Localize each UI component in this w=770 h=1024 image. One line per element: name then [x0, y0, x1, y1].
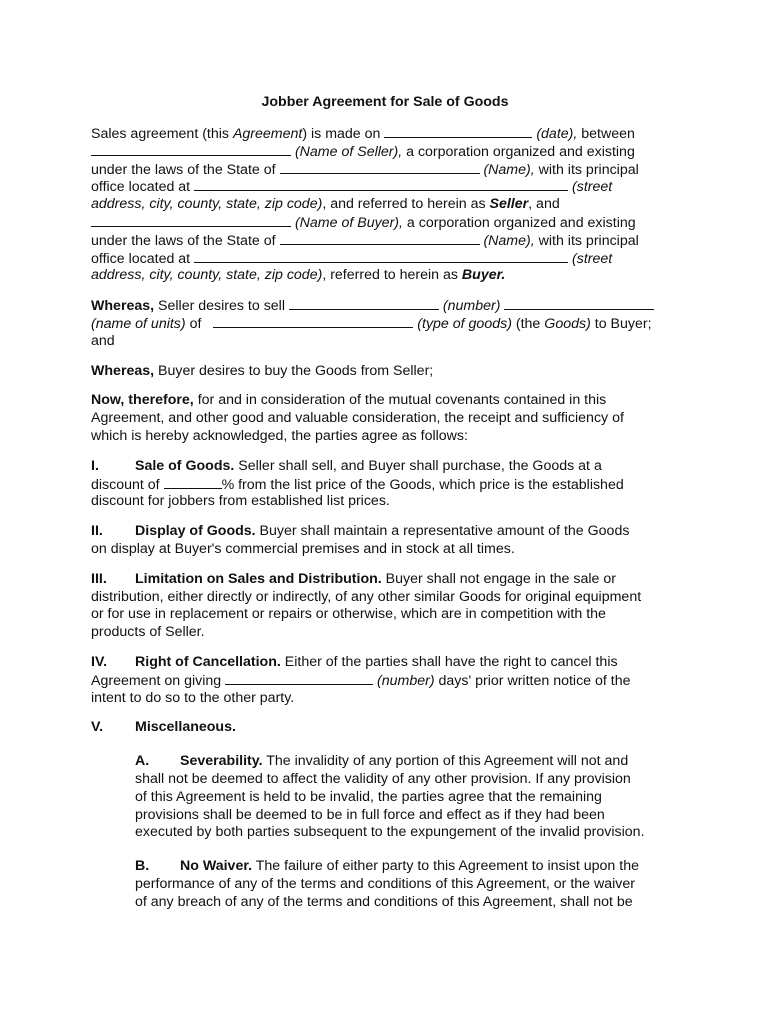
- now-therefore-heading: Now, therefore,: [91, 392, 194, 409]
- subsection-text: of any breach of any of the terms and conditions of this Agreement, shall not be: [135, 893, 633, 910]
- type-of-goods-blank[interactable]: [213, 314, 413, 328]
- subsection-heading: No Waiver.: [180, 858, 253, 875]
- subsection-text: The failure of either party to this Agreement to insist upon the: [252, 858, 639, 875]
- section-number: II.: [91, 523, 103, 540]
- intro-paragraph: [91, 124, 681, 284]
- subsection-text: provisions shall be deemed to be in full force and effect as if they had been: [135, 806, 605, 823]
- intro-text: office located at: [91, 250, 195, 267]
- intro-text: , and: [528, 196, 560, 213]
- subsection-no-waiver: [135, 857, 681, 910]
- seller-address-blank[interactable]: [194, 177, 568, 191]
- buyer-address-blank[interactable]: [194, 249, 568, 263]
- section-text: Seller shall sell, and Buyer shall purchase, the Goods at a: [234, 457, 602, 474]
- section-text: (number): [373, 672, 435, 689]
- subsection-heading: Severability.: [180, 753, 263, 770]
- section-heading: Right of Cancellation.: [135, 653, 281, 670]
- intro-text: , and referred to herein as: [322, 196, 490, 213]
- now-therefore-text: which is hereby acknowledged, the parties agree as follows:: [91, 427, 468, 444]
- section-limitation: [91, 570, 681, 641]
- whereas-paragraph-1: [91, 296, 681, 349]
- section-text: discount for jobbers from established list prices.: [91, 493, 390, 510]
- section-text: distribution, either directly or indirectly, of any other similar Goods for original equipment: [91, 588, 642, 605]
- intro-text: , referred to herein as: [322, 267, 462, 284]
- section-text: intent to do so to the other party.: [91, 689, 295, 706]
- whereas-text: Buyer desires to buy the Goods from Seller;: [154, 362, 434, 379]
- subsection-text: performance of any of the terms and conditions of this Agreement, or the waiver: [135, 875, 635, 892]
- whereas-text: (number): [438, 298, 505, 315]
- unit-name-blank[interactable]: [504, 296, 654, 310]
- intro-text: with its principal: [534, 232, 639, 249]
- now-therefore-text: for and in consideration of the mutual covenants contained in this: [193, 392, 607, 409]
- section-text: or for use in replacement or repairs or otherwise, which are in competition with the: [91, 606, 606, 623]
- section-text: products of Seller.: [91, 624, 205, 641]
- section-number: III.: [91, 570, 107, 587]
- intro-text: (Name),: [479, 161, 535, 178]
- whereas-paragraph-2: [91, 362, 681, 380]
- section-miscellaneous: [91, 718, 681, 736]
- now-therefore-text: Agreement, and other good and valuable consideration, the receipt and sufficiency of: [91, 410, 624, 427]
- intro-text: under the laws of the State of: [91, 161, 280, 178]
- section-display-of-goods: [91, 522, 681, 558]
- section-sale-of-goods: [91, 457, 681, 510]
- intro-text: Sales agreement (this: [91, 126, 233, 142]
- subsection-text: The invalidity of any portion of this Agreement will not and: [262, 753, 629, 770]
- subsection-text: executed by both parties subsequent to the expungement of the invalid provision.: [135, 824, 645, 841]
- notice-days-blank[interactable]: [225, 671, 373, 685]
- buyer-name-blank[interactable]: [91, 213, 291, 227]
- intro-text: (Name of Seller),: [291, 143, 403, 160]
- intro-text: address, city, county, state, zip code): [91, 196, 323, 213]
- intro-text: (street: [568, 250, 613, 267]
- buyer-state-blank[interactable]: [280, 231, 480, 245]
- section-heading: Limitation on Sales and Distribution.: [135, 570, 382, 587]
- whereas-heading: Whereas,: [91, 298, 155, 315]
- section-text: Buyer shall not engage in the sale or: [381, 570, 616, 587]
- subsection-severability: [135, 752, 681, 841]
- whereas-text: (the: [511, 315, 545, 332]
- section-text: Buyer shall maintain a representative amount of the Goods: [255, 523, 630, 540]
- whereas-text: to Buyer;: [590, 315, 652, 332]
- whereas-text: Seller desires to sell: [154, 298, 289, 315]
- intro-text: Agreement: [232, 126, 303, 142]
- section-number: V.: [91, 719, 104, 736]
- seller-state-blank[interactable]: [280, 160, 480, 174]
- section-number: I.: [91, 457, 99, 474]
- intro-text: with its principal: [534, 161, 639, 178]
- whereas-text: (name of units): [91, 315, 186, 332]
- subsection-text: shall not be deemed to affect the validity of any other provision. If any provision: [135, 770, 631, 787]
- intro-text: (Name),: [479, 232, 535, 249]
- section-number: IV.: [91, 653, 108, 670]
- intro-text: (street: [568, 179, 613, 196]
- now-therefore-paragraph: [91, 391, 681, 444]
- intro-text: a corporation organized and existing: [402, 214, 636, 231]
- intro-text: between: [577, 126, 635, 142]
- section-cancellation: [91, 653, 681, 706]
- subsection-number: B.: [135, 858, 150, 875]
- section-text: on display at Buyer's commercial premises and in stock at all times.: [91, 540, 515, 557]
- whereas-text: and: [91, 332, 115, 349]
- number-units-blank[interactable]: [289, 296, 439, 310]
- intro-text: (Name of Buyer),: [291, 214, 403, 231]
- whereas-heading: Whereas,: [91, 362, 155, 379]
- intro-text: office located at: [91, 179, 195, 196]
- intro-text: a corporation organized and existing: [402, 143, 635, 160]
- document-body: [91, 124, 681, 922]
- section-heading: Sale of Goods.: [135, 457, 235, 474]
- goods-defined-term: Goods): [544, 315, 591, 332]
- intro-text: under the laws of the State of: [91, 232, 280, 249]
- intro-text: address, city, county, state, zip code): [91, 267, 323, 284]
- buyer-defined-term: Buyer.: [461, 267, 506, 284]
- section-text: days' prior written notice of the: [434, 672, 631, 689]
- section-text: Agreement on giving: [91, 672, 226, 689]
- section-text: Either of the parties shall have the right to cancel this: [280, 653, 618, 670]
- section-text: discount of: [91, 476, 164, 493]
- whereas-text: of: [185, 315, 206, 332]
- intro-text: ) is made on: [302, 126, 385, 142]
- seller-defined-term: Seller: [489, 196, 529, 213]
- intro-text: (date),: [532, 126, 578, 142]
- seller-name-blank[interactable]: [91, 142, 291, 156]
- discount-percent-blank[interactable]: [164, 475, 222, 489]
- document-title: Jobber Agreement for Sale of Goods: [261, 94, 509, 110]
- subsection-number: A.: [135, 753, 150, 770]
- subsection-text: of this Agreement is held to be invalid, the parties agree that the remaining: [135, 788, 602, 805]
- date-blank[interactable]: [384, 124, 532, 138]
- section-heading: Miscellaneous.: [135, 719, 236, 736]
- whereas-text: (type of goods): [413, 315, 512, 332]
- section-heading: Display of Goods.: [135, 523, 256, 540]
- section-text: % from the list price of the Goods, which price is the established: [221, 476, 624, 493]
